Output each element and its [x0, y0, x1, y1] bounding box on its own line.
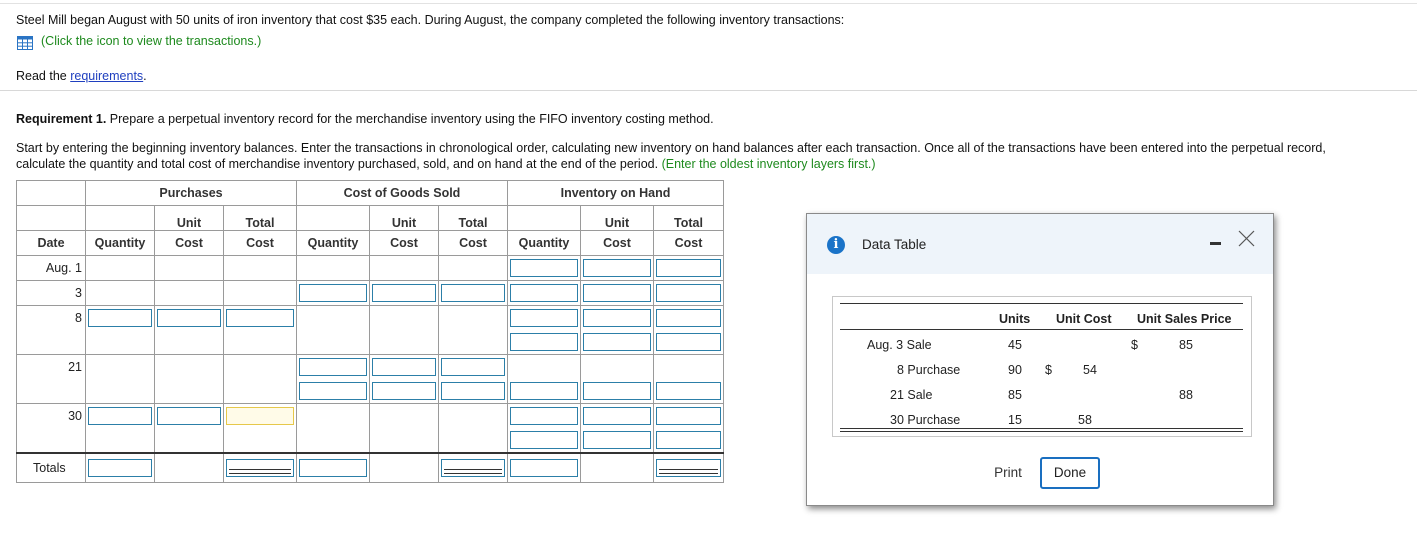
purchases-quantity-header: Quantity — [86, 231, 155, 256]
inventory-quantity-input[interactable] — [510, 284, 578, 302]
total-inventory-quantity-input[interactable] — [510, 459, 578, 477]
inventory-quantity-input[interactable] — [510, 259, 578, 277]
inventory-total-header: Total — [654, 206, 724, 231]
inventory-unit-cost-input[interactable] — [583, 309, 651, 327]
units-header: Units — [999, 312, 1031, 326]
total-inventory-cost-input[interactable] — [656, 459, 721, 477]
cogs-total-cost-header: Cost — [439, 231, 508, 256]
row-units: 45 — [1008, 338, 1022, 352]
date-cell: 3 — [17, 281, 86, 306]
table-grid-icon[interactable] — [17, 36, 33, 50]
row-price-sign: $ — [1131, 338, 1138, 352]
row-label: 30 Purchase — [890, 413, 961, 427]
row-unit-cost: 58 — [1078, 413, 1092, 427]
row-label: 21 Sale — [890, 388, 933, 402]
instructions-hint: (Enter the oldest inventory layers first.) — [661, 157, 876, 171]
transactions-table — [832, 296, 1252, 437]
inventory-unit-cost-input[interactable] — [583, 431, 651, 449]
row-units: 90 — [1008, 363, 1022, 377]
date-cell: 30 — [17, 404, 86, 429]
row-cost-sign: $ — [1045, 363, 1052, 377]
table-row — [17, 379, 724, 404]
row-price: 85 — [1179, 338, 1193, 352]
table-rule-bottom-double — [840, 431, 1243, 432]
inventory-unit-header: Unit — [581, 206, 654, 231]
modal-header — [807, 214, 1273, 274]
inventory-total-cost-input[interactable] — [656, 309, 721, 327]
intro-text: Steel Mill began August with 50 units of iron inventory that cost $35 each. During August, the company completed the following inventory transactions: — [16, 13, 845, 27]
cogs-quantity-input[interactable] — [299, 284, 367, 302]
print-button[interactable]: Print — [982, 457, 1034, 489]
cogs-quantity-header: Quantity — [297, 231, 370, 256]
inventory-total-cost-header: Cost — [654, 231, 724, 256]
cogs-quantity-input[interactable] — [299, 382, 367, 400]
modal-title: Data Table — [862, 237, 927, 252]
purchases-unit-cost-input[interactable] — [157, 407, 221, 425]
inventory-quantity-header: Quantity — [508, 231, 581, 256]
data-table-modal — [806, 213, 1274, 506]
cogs-quantity-input[interactable] — [299, 358, 367, 376]
purchases-unit-header: Unit — [155, 206, 224, 231]
section-divider — [0, 90, 1417, 91]
instructions-line-1: Start by entering the beginning inventory balances. Enter the transactions in chronological order, calculating new inventory on hand balances after each transaction. Once all of the transactions have been entered into the perpetual record, — [16, 141, 1326, 155]
close-icon[interactable] — [1238, 230, 1255, 247]
purchases-unit-cost-input[interactable] — [157, 309, 221, 327]
read-requirements-line — [16, 69, 147, 83]
date-cell: 21 — [17, 355, 86, 380]
cogs-unit-cost-input[interactable] — [372, 358, 436, 376]
inventory-quantity-input[interactable] — [510, 407, 578, 425]
row-units: 85 — [1008, 388, 1022, 402]
date-cell: Aug. 1 — [17, 256, 86, 281]
total-cogs-cost-input[interactable] — [441, 459, 505, 477]
row-units: 15 — [1008, 413, 1022, 427]
minimize-icon[interactable] — [1210, 242, 1221, 245]
table-row — [17, 330, 724, 355]
inventory-total-cost-input[interactable] — [656, 407, 721, 425]
table-row — [17, 256, 724, 281]
table-row — [17, 281, 724, 306]
click-icon-text[interactable]: (Click the icon to view the transactions.) — [41, 34, 262, 48]
inventory-unit-cost-input[interactable] — [583, 284, 651, 302]
total-cogs-quantity-input[interactable] — [299, 459, 367, 477]
total-purchases-quantity-input[interactable] — [88, 459, 152, 477]
unit-cost-header: Unit Cost — [1056, 312, 1112, 326]
table-rule-bottom — [840, 428, 1243, 429]
top-divider — [0, 3, 1417, 4]
unit-sales-price-header: Unit Sales Price — [1137, 312, 1232, 326]
table-row — [17, 404, 724, 429]
done-button[interactable]: Done — [1040, 457, 1100, 489]
inventory-quantity-input[interactable] — [510, 333, 578, 351]
date-header: Date — [17, 231, 86, 256]
cogs-unit-header: Unit — [370, 206, 439, 231]
inventory-unit-cost-input[interactable] — [583, 407, 651, 425]
date-header-blank — [17, 181, 86, 206]
inventory-total-cost-input[interactable] — [656, 284, 721, 302]
info-icon: i — [827, 236, 845, 254]
totals-label: Totals — [17, 453, 86, 483]
cogs-total-cost-input[interactable] — [441, 382, 505, 400]
purchases-total-cost-header: Cost — [224, 231, 297, 256]
instructions-line-2 — [16, 157, 876, 171]
cogs-total-header: Total — [439, 206, 508, 231]
cogs-unit-cost-input[interactable] — [372, 382, 436, 400]
row-unit-cost: 54 — [1083, 363, 1097, 377]
requirements-link[interactable]: requirements — [70, 69, 144, 83]
inventory-unit-cost-input[interactable] — [583, 259, 651, 277]
instructions-text-2: calculate the quantity and total cost of merchandise inventory purchased, sold, and on hand at the end of the period. — [16, 157, 662, 171]
read-suffix: . — [143, 69, 147, 83]
purchases-total-cost-input-active[interactable] — [226, 407, 294, 425]
total-purchases-cost-input[interactable] — [226, 459, 294, 477]
perpetual-inventory-record — [16, 180, 724, 483]
inventory-unit-cost-header: Cost — [581, 231, 654, 256]
totals-row — [17, 453, 724, 483]
inventory-total-cost-input[interactable] — [656, 259, 721, 277]
inventory-quantity-input[interactable] — [510, 431, 578, 449]
inventory-total-cost-input[interactable] — [656, 431, 721, 449]
inventory-on-hand-header: Inventory on Hand — [508, 181, 724, 206]
date-cell: 8 — [17, 306, 86, 331]
inventory-total-cost-input[interactable] — [656, 333, 721, 351]
table-rule-top — [840, 303, 1243, 304]
read-prefix: Read the — [16, 69, 71, 83]
cogs-total-cost-input[interactable] — [441, 284, 505, 302]
cogs-total-cost-input[interactable] — [441, 358, 505, 376]
table-row — [17, 306, 724, 331]
inventory-total-cost-input[interactable] — [656, 382, 721, 400]
purchases-unit-cost-header: Cost — [155, 231, 224, 256]
purchases-total-cost-input[interactable] — [226, 309, 294, 327]
requirement-label: Requirement 1. — [16, 112, 107, 126]
cogs-unit-cost-header: Cost — [370, 231, 439, 256]
purchases-quantity-input[interactable] — [88, 309, 152, 327]
inventory-quantity-input[interactable] — [510, 309, 578, 327]
row-price: 88 — [1179, 388, 1193, 402]
inventory-unit-cost-input[interactable] — [583, 382, 651, 400]
requirement-text: Prepare a perpetual inventory record for the merchandise inventory using the FIFO inventory costing method. — [106, 112, 714, 126]
row-label: Aug. 3 Sale — [867, 338, 932, 352]
row-label: 8 Purchase — [897, 363, 961, 377]
purchases-header: Purchases — [86, 181, 297, 206]
cogs-unit-cost-input[interactable] — [372, 284, 436, 302]
inventory-quantity-input[interactable] — [510, 382, 578, 400]
table-row — [17, 428, 724, 453]
table-rule-header — [840, 329, 1243, 330]
table-row — [17, 355, 724, 380]
cogs-header: Cost of Goods Sold — [297, 181, 508, 206]
inventory-unit-cost-input[interactable] — [583, 333, 651, 351]
purchases-total-header: Total — [224, 206, 297, 231]
purchases-quantity-input[interactable] — [88, 407, 152, 425]
requirement-heading — [16, 112, 714, 126]
